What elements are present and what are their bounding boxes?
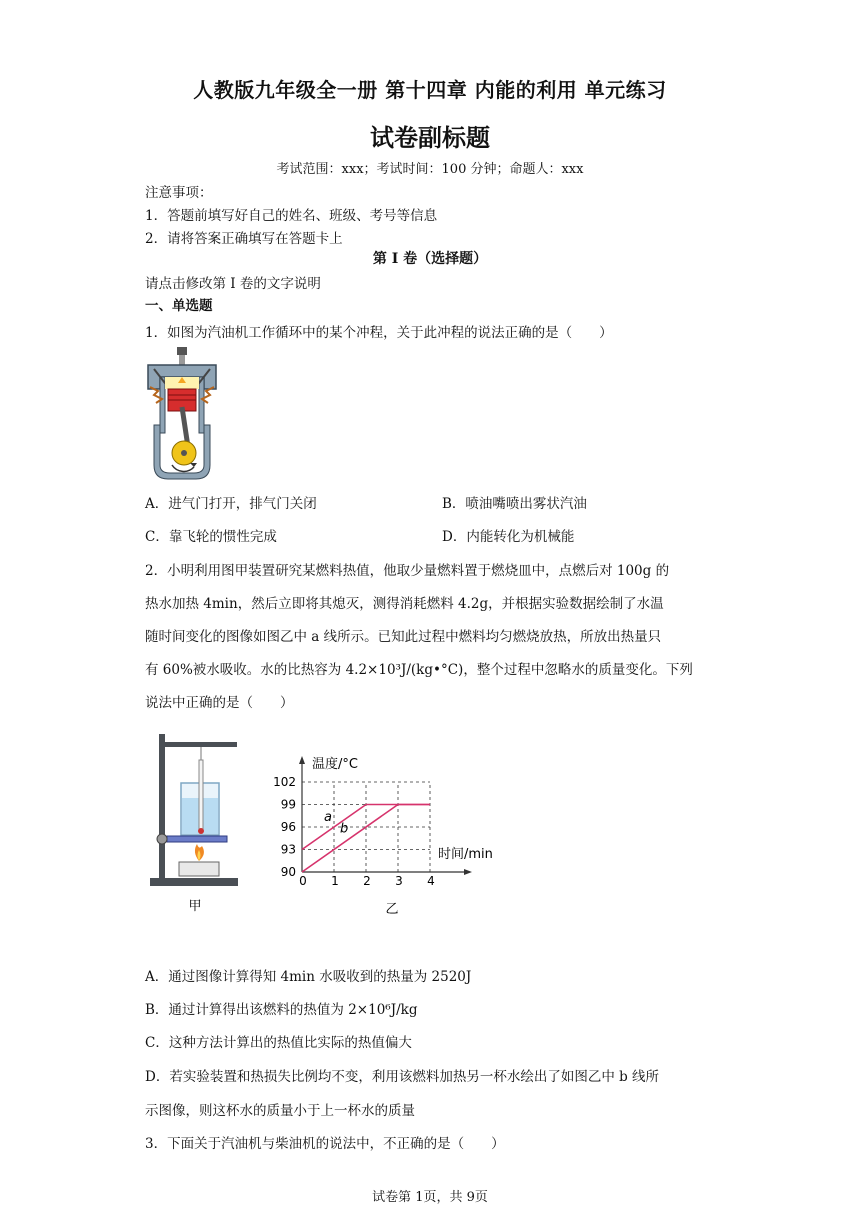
q1-option-d: D．内能转化为机械能 — [442, 529, 575, 545]
q2-line-1: 2．小明利用图甲装置研究某燃料热值，他取少量燃料置于燃烧皿中，点燃后对 100g 的 — [145, 563, 670, 579]
thermometer — [199, 760, 203, 830]
q2-option-d-line-2: 示图像，则这杯水的质量小于上一杯水的质量 — [145, 1103, 415, 1119]
temperature-chart — [268, 748, 508, 918]
x-tick-label: 4 — [427, 874, 435, 888]
stand-rod — [159, 734, 165, 880]
rotation-arrow — [172, 465, 194, 471]
q1-option-b: B．喷油嘴喷出雾状汽油 — [442, 496, 587, 512]
stand-arm — [159, 742, 237, 747]
q2-line-5: 说法中正确的是（ ） — [145, 695, 294, 711]
x-tick-label: 0 — [299, 874, 307, 888]
q2-line-4: 有 60%被水吸收。水的比热容为 4.2×10³J/(kg•°C)，整个过程中忽略水的质量变化。下列 — [145, 662, 693, 678]
notes-heading: 注意事项： — [145, 185, 213, 201]
series-label-a: a — [324, 810, 332, 825]
y-tick-label: 96 — [280, 820, 296, 834]
x-tick-label: 2 — [363, 874, 371, 888]
q3-stem: 3．下面关于汽油机与柴油机的说法中，不正确的是（ ） — [145, 1136, 505, 1152]
notes-item-2: 2．请将答案正确填写在答题卡上 — [145, 231, 343, 247]
fig-right-caption: 乙 — [385, 902, 399, 917]
exam-subtitle: 试卷副标题 — [370, 124, 490, 152]
cylinder-wall-right — [199, 377, 204, 433]
series-line-b — [302, 805, 430, 873]
q2-option-b: B．通过计算得出该燃料的热值为 2×10⁶J/kg — [145, 1002, 418, 1018]
y-axis-arrow — [299, 756, 305, 764]
page-footer: 试卷第 1页，共 9页 — [372, 1190, 488, 1205]
q2-line-3: 随时间变化的图像如图乙中 a 线所示。已知此过程中燃料均匀燃烧放热，所放出热量只 — [145, 629, 662, 645]
cylinder-wall-left — [160, 377, 165, 433]
apparatus-figure — [145, 728, 245, 918]
x-tick-label: 1 — [331, 874, 339, 888]
burner-dish — [179, 862, 219, 876]
engine-diagram — [142, 347, 222, 482]
y-axis-label: 温度/°C — [312, 757, 358, 772]
series-label-b: b — [340, 821, 349, 837]
x-axis-arrow — [464, 869, 472, 875]
exam-info: 考试范围：xxx；考试时间：100 分钟；命题人：xxx — [276, 162, 584, 177]
support-ring — [167, 836, 227, 842]
q2-option-a: A．通过图像计算得知 4min 水吸收到的热量为 2520J — [145, 969, 472, 985]
spark-plug-top — [177, 347, 187, 355]
fig-left-caption: 甲 — [188, 899, 202, 914]
x-axis-label: 时间/min — [438, 847, 493, 862]
exam-title: 人教版九年级全一册 第十四章 内能的利用 单元练习 — [193, 78, 667, 102]
y-tick-label: 93 — [280, 842, 296, 857]
y-tick-label: 99 — [280, 797, 296, 812]
section-title: 第 I 卷（选择题） — [372, 251, 488, 267]
q2-line-2: 热水加热 4min，然后立即将其熄灭，测得消耗燃料 4.2g，并根据实验数据绘制了水温 — [145, 596, 664, 612]
clamp-knob — [157, 834, 167, 844]
q1-option-a: A．进气门打开，排气门关闭 — [145, 496, 317, 512]
q2-option-d-line-1: D．若实验装置和热损失比例均不变，利用该燃料加热另一杯水绘出了如图乙中 b 线所 — [145, 1069, 660, 1085]
spark-plug-body — [179, 355, 185, 365]
y-tick-label: 102 — [273, 775, 296, 789]
notes-item-1: 1．答题前填写好自己的姓名、班级、考号等信息 — [145, 208, 438, 224]
q1-option-c: C．靠飞轮的惯性完成 — [145, 529, 277, 545]
x-tick-label: 3 — [395, 874, 403, 888]
q2-option-c: C．这种方法计算出的热值比实际的热值偏大 — [145, 1035, 412, 1051]
section-note: 请点击修改第 I 卷的文字说明 — [145, 276, 321, 292]
y-tick-label: 90 — [280, 865, 296, 879]
part-heading: 一、单选题 — [145, 298, 213, 314]
q1-stem: 1．如图为汽油机工作循环中的某个冲程，关于此冲程的说法正确的是（ ） — [145, 325, 613, 341]
